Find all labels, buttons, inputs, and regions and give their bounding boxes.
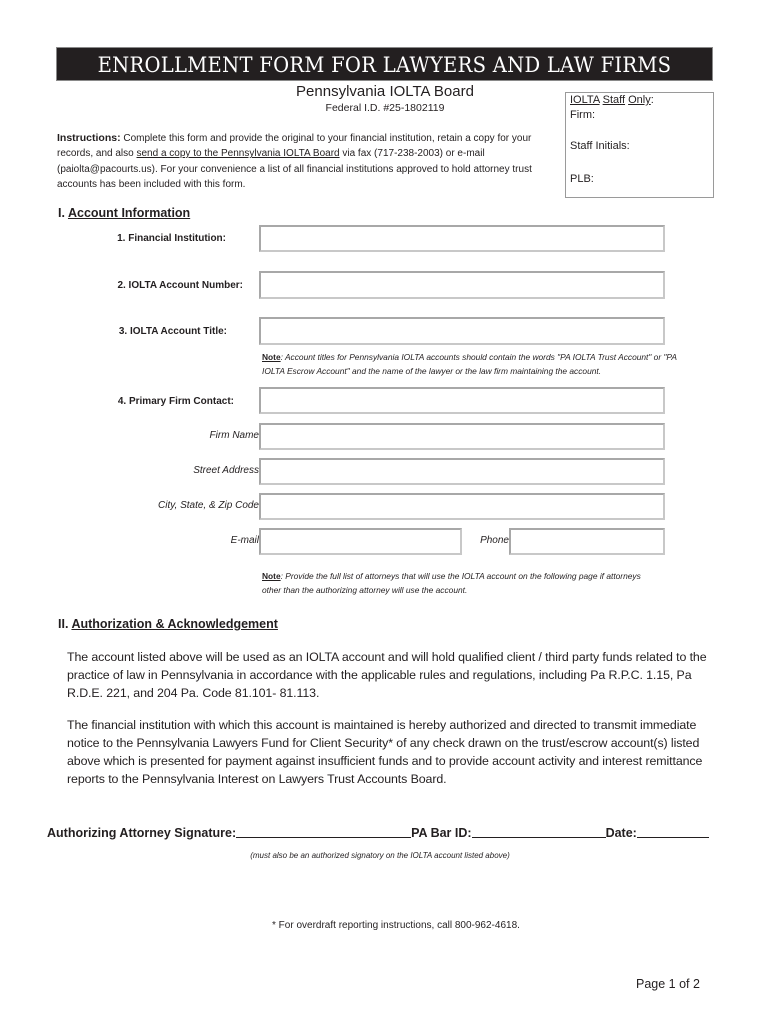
date-label: Date: (605, 826, 637, 840)
staff-plb-label: PLB: (570, 173, 594, 185)
primary-firm-contact-label: 4. Primary Firm Contact: (117, 396, 234, 407)
signature-label: Authorizing Attorney Signature: (47, 826, 237, 840)
bar-id-field[interactable] (472, 836, 606, 838)
email-input[interactable] (259, 528, 462, 555)
federal-id: Federal I.D. #25-1802119 (325, 102, 445, 114)
organization-name: Pennsylvania IOLTA Board (296, 83, 474, 100)
account-title-input[interactable] (259, 317, 665, 345)
city-state-zip-label: City, State, & Zip Code (158, 500, 259, 511)
firm-name-input[interactable] (259, 423, 665, 450)
bar-id-label: PA Bar ID: (411, 826, 472, 840)
staff-only-heading: IOLTA Staff Only: (570, 94, 654, 106)
staff-firm-label: Firm: (570, 109, 596, 121)
instructions-label: Instructions: (57, 132, 121, 144)
signatory-note: (must also be an authorized signatory on the IOLTA account listed above) (250, 851, 510, 860)
street-address-label: Street Address (193, 465, 259, 476)
account-title-note: Note: Account titles for Pennsylvania IOLTA accounts should contain the words "PA IOLTA Trust Account" or "PA IOLTA Escrow Account" and the name of the lawyer or the law firm maintaining the account. (262, 352, 677, 376)
firm-name-label: Firm Name (209, 430, 259, 441)
account-number-input[interactable] (259, 271, 665, 299)
instructions: Instructions: Complete this form and provide the original to your financial institution, retain a copy for your records, and also send a copy to the Pennsylvania IOLTA Board via fax (717-238-2003) or e-mail (paiolta@pacourts.us). For your convenience a list of all financial institutions approved to hold attorney trust accounts has been included with this form. (57, 132, 532, 190)
form-title-banner (56, 47, 713, 81)
account-title-label: 3. IOLTA Account Title: (118, 326, 227, 337)
form-title: ENROLLMENT FORM FOR LAWYERS AND LAW FIRMS (97, 53, 672, 77)
date-field[interactable] (637, 836, 709, 838)
authorization-paragraph-2: The financial institution with which this account is maintained is hereby authorized and directed to transmit immediate notice to the Pennsylvania Lawyers Fund for Client Security* of any check drawn on the trust/escrow account(s) listed above which is presented for payment against insufficient funds and to provide account activity and interest remittance reports to the Pennsylvania Interest on Lawyers Trust Accounts Board. (67, 718, 703, 786)
phone-input[interactable] (509, 528, 665, 555)
page-number: Page 1 of 2 (636, 977, 700, 991)
signature-row (47, 826, 709, 840)
city-state-zip-input[interactable] (259, 493, 665, 520)
signature-field[interactable] (236, 836, 411, 838)
street-address-input[interactable] (259, 458, 665, 485)
account-number-label: 2. IOLTA Account Number: (117, 280, 243, 291)
authorization-paragraph-1: The account listed above will be used as an IOLTA account and will hold qualified client / third party funds related to the practice of law in Pennsylvania in accordance with the applicable rules and regulations, including Pa R.P.C. 1.15, Pa R.D.E. 221, and 204 Pa. Code 81.101- 81.113. (67, 650, 707, 700)
send-copy-link: send a copy to the Pennsylvania IOLTA Board (136, 148, 340, 160)
overdraft-footnote: * For overdraft reporting instructions, call 800-962-4618. (272, 920, 520, 931)
primary-firm-contact-input[interactable] (259, 387, 665, 414)
staff-only-box (565, 92, 714, 198)
email-label: E-mail (230, 535, 259, 546)
section-account-information-heading: I. Account Information (58, 206, 191, 220)
section-authorization-heading: II. Authorization & Acknowledgement (58, 617, 278, 631)
financial-institution-label: 1. Financial Institution: (117, 233, 226, 244)
phone-label: Phone (480, 535, 509, 546)
staff-initials-label: Staff Initials: (570, 140, 630, 152)
financial-institution-input[interactable] (259, 225, 665, 252)
attorneys-list-note: Note: Provide the full list of attorneys that will use the IOLTA account on the following page if attorneys other than the authorizing attorney will use the account. (262, 571, 641, 595)
